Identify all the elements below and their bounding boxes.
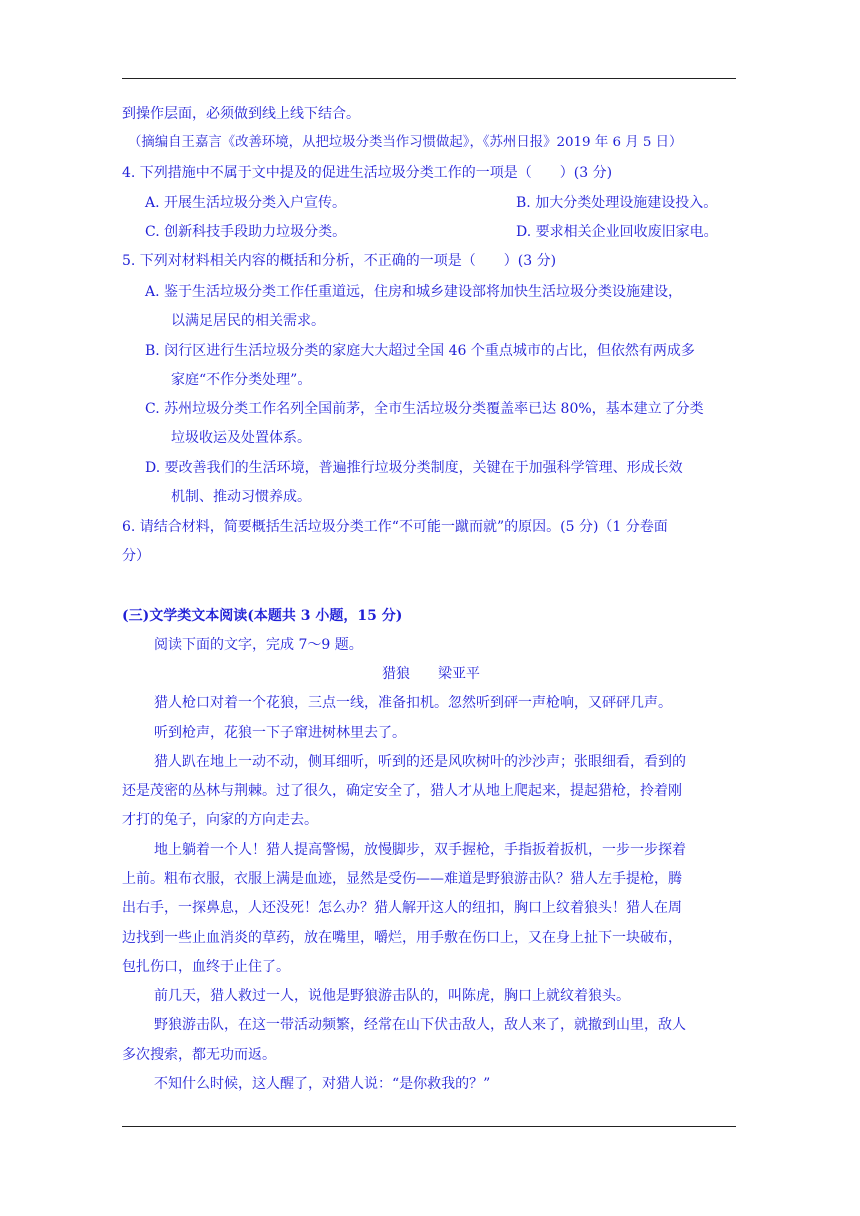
- q4-option-b: B. 加大分类处理设施建设投入。: [516, 195, 718, 211]
- q5-option-d: D. 要改善我们的生活环境，普遍推行垃圾分类制度，关键在于加强科学管理、形成长效: [145, 460, 683, 476]
- story-line: 上前。粗布衣服，衣服上满是血迹，显然是受伤——难道是野狼游击队？猎人左手提枪，腾: [122, 871, 682, 887]
- q5-option-c-cont: 垃圾收运及处置体系。: [171, 430, 311, 446]
- story-line: 边找到一些止血消炎的草药，放在嘴里，嚼烂，用手敷在伤口上，又在身上扯下一块破布，: [122, 930, 682, 946]
- story-line: 猎人枪口对着一个花狼，三点一线，准备扣机。忽然听到砰一声枪响，又砰砰几声。: [154, 695, 672, 711]
- q4-stem: 4. 下列措施中不属于文中提及的促进生活垃圾分类工作的一项是（ ）(3 分): [122, 165, 613, 181]
- story-line: 前几天，猎人救过一人，说他是野狼游击队的，叫陈虎，胸口上就纹着狼头。: [154, 988, 630, 1004]
- story-line: 才打的兔子，向家的方向走去。: [122, 812, 318, 828]
- story-line: 猎人趴在地上一动不动，侧耳细听，听到的还是风吹树叶的沙沙声；张眼细看，看到的: [154, 754, 686, 770]
- q5-option-a-cont: 以满足居民的相关需求。: [171, 313, 325, 329]
- footer-rule: [122, 1126, 736, 1127]
- source-citation: （摘编自王嘉言《改善环境，从把垃圾分类当作习惯做起》，《苏州日报》2019 年 6 月 5 日）: [128, 135, 683, 150]
- section-heading: (三)文学类文本阅读(本题共 3 小题，15 分): [122, 608, 403, 624]
- header-rule: [122, 78, 736, 79]
- story-title: 猎狼 梁亚平: [382, 666, 480, 682]
- story-line: 还是茂密的丛林与荆棘。过了很久，确定安全了，猎人才从地上爬起来，提起猎枪，拎着刚: [122, 783, 682, 799]
- q5-option-a: A. 鉴于生活垃圾分类工作任重道远，住房和城乡建设部将加快生活垃圾分类设施建设，: [145, 284, 683, 300]
- story-line: 出右手，一探鼻息，人还没死！怎么办？猎人解开这人的纽扣，胸口上纹着狼头！猎人在周: [122, 900, 682, 916]
- q5-option-d-cont: 机制、推动习惯养成。: [171, 489, 311, 505]
- q6-line-2: 分）: [122, 548, 150, 564]
- q4-option-d: D. 要求相关企业回收废旧家电。: [516, 224, 718, 240]
- q6-line-1: 6. 请结合材料，简要概括生活垃圾分类工作“不可能一蹴而就”的原因。(5 分)（1 分卷面: [122, 519, 668, 535]
- story-line: 不知什么时候，这人醒了，对猎人说：“是你救我的？”: [154, 1076, 491, 1092]
- q5-option-b-cont: 家庭“不作分类处理”。: [171, 372, 312, 388]
- q5-stem: 5. 下列对材料相关内容的概括和分析，不正确的一项是（ ）(3 分): [122, 253, 557, 269]
- q4-option-a: A. 开展生活垃圾分类入户宣传。: [145, 195, 347, 211]
- story-line: 地上躺着一个人！猎人提高警惕，放慢脚步，双手握枪，手指扳着扳机，一步一步探着: [154, 842, 686, 858]
- story-line: 听到枪声，花狼一下子窜进树林里去了。: [154, 725, 406, 741]
- reading-instruction: 阅读下面的文字，完成 7～9 题。: [154, 637, 363, 653]
- q4-option-c: C. 创新科技手段助力垃圾分类。: [145, 224, 347, 240]
- story-line: 包扎伤口，血终于止住了。: [122, 959, 290, 975]
- q5-option-b: B. 闵行区进行生活垃圾分类的家庭大大超过全国 46 个重点城市的占比，但依然有两成多: [145, 343, 695, 359]
- continuation-line: 到操作层面，必须做到线上线下结合。: [122, 106, 360, 122]
- story-line: 多次搜索，都无功而返。: [122, 1047, 276, 1063]
- story-line: 野狼游击队，在这一带活动频繁，经常在山下伏击敌人，敌人来了，就撤到山里，敌人: [154, 1017, 686, 1033]
- q5-option-c: C. 苏州垃圾分类工作名列全国前茅，全市生活垃圾分类覆盖率已达 80%，基本建立了分类: [145, 401, 704, 417]
